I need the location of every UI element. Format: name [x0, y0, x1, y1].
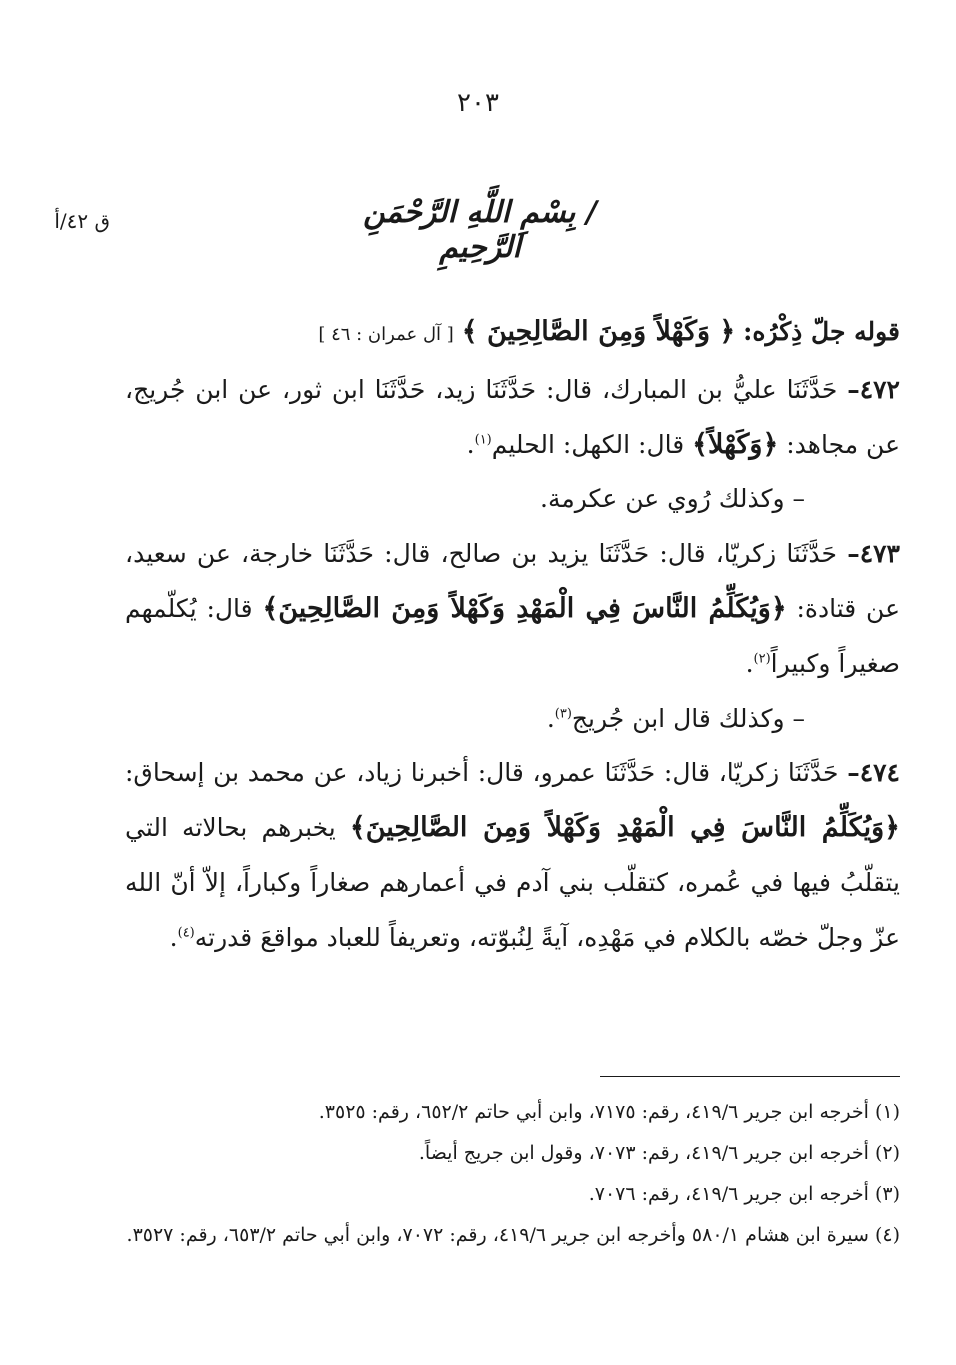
entry-text: قال: الكهل: الحليم	[491, 429, 685, 459]
isnad-text: حَدَّثَنَا عليُّ بن المبارك، قال: حَدَّثَنَا زيد، حَدَّثَنَا ابن ثور، عن ابن جُريج، عن مجاهد:	[125, 374, 900, 459]
entry-dash: –	[847, 374, 860, 404]
footnote-marker: (١)	[474, 432, 492, 448]
footnote-2: (٢) أخرجه ابن جرير ٤١٩/٦، رقم: ٧٠٧٣، وقول ابن جريج أيضاً.	[418, 1142, 900, 1164]
entry-number: ٤٧٣	[859, 539, 900, 569]
verse-quote: ﴿وَيُكَلِّمُ النَّاسَ فِي الْمَهْدِ وَكَهْلاً وَمِنَ الصَّالِحِينَ﴾	[349, 812, 900, 844]
entry-text: قال: يُكلّمهم صغيراً وكبيراً	[125, 593, 900, 678]
entry-number: ٤٧٤	[859, 758, 900, 788]
header-row	[0, 195, 956, 265]
footnote-marker: (٤)	[177, 925, 195, 941]
footnotes	[125, 1092, 900, 1256]
entry-end: .	[169, 922, 178, 952]
entry-472	[125, 363, 900, 473]
also-jurayj	[125, 692, 900, 747]
entry-dash: –	[847, 539, 860, 569]
also-jurayj-text: – وكذلك قال ابن جُريج	[571, 703, 805, 733]
isnad-text: حَدَّثَنَا زكريّا، قال: حَدَّثَنَا يزيد بن صالح، قال: حَدَّثَنَا خارجة، عن سعيد، عن قتادة:	[125, 539, 900, 623]
isnad-text: حَدَّثَنَا زكريّا، قال: حَدَّثَنَا عمرو، قال: أخبرنا زياد، عن محمد بن إسحاق:	[125, 758, 839, 788]
verse-quote: ﴿وَكَهْلاً﴾	[692, 428, 779, 460]
page-number: ٢٠٣	[457, 88, 499, 118]
main-text	[125, 305, 900, 966]
footnote-1: (١) أخرجه ابن جرير ٤١٩/٦، رقم: ٧١٧٥، وابن أبي حاتم ٦٥٢/٢، رقم: ٣٥٢٥.	[318, 1101, 900, 1123]
basmala-text: بِسْمِ اللَّهِ الرَّحْمَنِ الرَّحِيمِ	[363, 195, 576, 265]
folio-marker: ق ٤٢/أ	[54, 209, 110, 233]
entry-end: .	[546, 703, 555, 733]
heading-verse: ﴿ وَكَهْلاً وَمِنَ الصَّالِحِينَ ﴾	[461, 316, 736, 347]
verse-quote: ﴿وَيُكَلِّمُ النَّاسَ فِي الْمَهْدِ وَكَهْلاً وَمِنَ الصَّالِحِينَ﴾	[262, 592, 787, 624]
footnote-marker: (٣)	[554, 706, 572, 722]
heading	[125, 305, 900, 363]
entry-474	[125, 746, 900, 965]
heading-label: قوله جلّ ذِكْرُه:	[743, 317, 900, 346]
footnote-4: (٤) سيرة ابن هشام ٥٨٠/١ وأخرجه ابن جرير ٤١٩/٦، رقم: ٧٠٧٢، وابن أبي حاتم ٦٥٣/٢، رقم: ٣٥٢٧.	[126, 1224, 900, 1246]
entry-number: ٤٧٢	[859, 374, 900, 404]
entry-end: .	[745, 648, 754, 678]
surah-reference: [ آل عمران : ٤٦ ]	[318, 324, 454, 345]
footnote-3: (٣) أخرجه ابن جرير ٤١٩/٦، رقم: ٧٠٧٦.	[588, 1183, 900, 1205]
entry-end: .	[466, 429, 475, 459]
entry-473	[125, 527, 900, 691]
basmala-slash: /	[585, 195, 597, 230]
footnote-separator	[600, 1076, 900, 1077]
entry-dash: –	[847, 758, 860, 788]
basmala-calligraphy	[330, 195, 630, 265]
entry-text: يخبرهم بحالاته التي يتقلّبُ فيها في عُمره، كتقلّب بني آدم في أعمارهم صغاراً وكباراً، إلاّ أنّ الله عزّ وجلّ خصّه بالكلام في مَهْدِه، آيةً لِنُبوّته، وتعريفاً للعباد مواقعَ قدرته	[125, 813, 900, 952]
footnote-marker: (٢)	[753, 651, 771, 667]
also-ikrima: – وكذلك رُوي عن عكرمة.	[540, 484, 805, 514]
